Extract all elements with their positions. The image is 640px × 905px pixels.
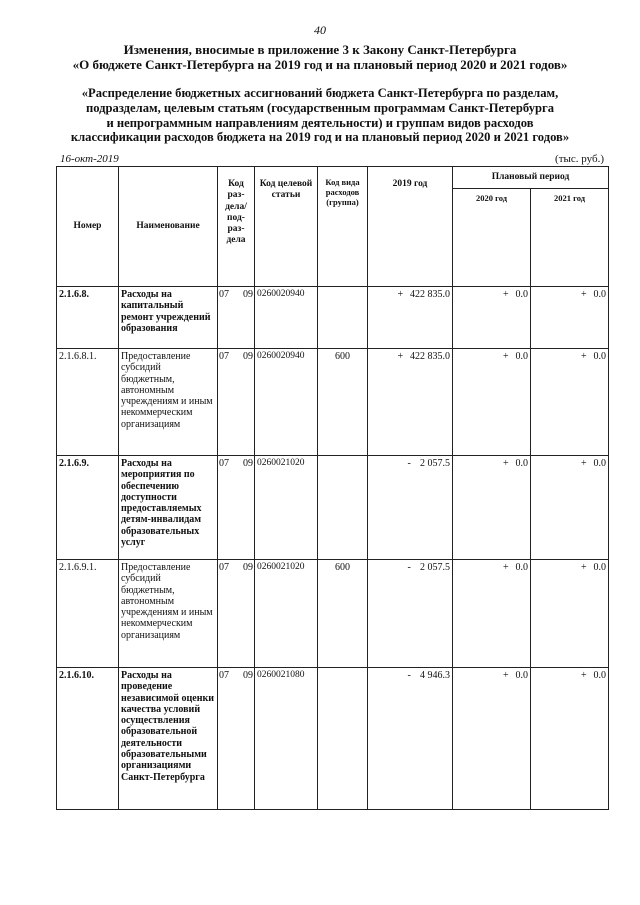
row-value-2020: + 0.0 bbox=[453, 349, 531, 456]
subheading-line-3: и непрограммным направлениям деятельности) и группам видов расходов bbox=[106, 115, 534, 130]
row-target-code: 0260021020 bbox=[255, 456, 318, 560]
row-target-code: 0260021020 bbox=[255, 560, 318, 668]
budget-table bbox=[56, 166, 609, 810]
header-2019: 2019 год bbox=[368, 167, 453, 287]
subheading-line-1: «Распределение бюджетных ассигнований бюджета Санкт-Петербурга по разделам, bbox=[81, 86, 559, 100]
row-value-2021: + 0.0 bbox=[531, 456, 609, 560]
row-name: Расходы на мероприятия по обеспечению доступности предоставляемых детям-инвалидам образовательных услуг bbox=[119, 456, 218, 560]
row-number: 2.1.6.8. bbox=[57, 287, 119, 349]
row-type-code bbox=[318, 668, 368, 810]
row-value-2020: + 0.0 bbox=[453, 560, 531, 668]
row-target-code: 0260020940 bbox=[255, 349, 318, 456]
row-type-code: 600 bbox=[318, 349, 368, 456]
row-value-2019: - 4 946.3 bbox=[368, 668, 453, 810]
page-number: 40 bbox=[314, 23, 326, 37]
row-section-code: 07 09 bbox=[218, 560, 255, 668]
row-section-code: 07 09 bbox=[218, 287, 255, 349]
document-subheading bbox=[40, 86, 600, 145]
row-type-code bbox=[318, 456, 368, 560]
header-expense-type-code: Код вида расходов (группа) bbox=[318, 167, 368, 287]
row-type-code: 600 bbox=[318, 560, 368, 668]
header-2020: 2020 год bbox=[453, 189, 531, 287]
header-number: Номер bbox=[57, 167, 119, 287]
table-row bbox=[57, 560, 609, 668]
row-target-code: 0260020940 bbox=[255, 287, 318, 349]
row-type-code bbox=[318, 287, 368, 349]
row-number: 2.1.6.10. bbox=[57, 668, 119, 810]
row-number: 2.1.6.9.1. bbox=[57, 560, 119, 668]
row-value-2021: + 0.0 bbox=[531, 560, 609, 668]
row-section-code: 07 09 bbox=[218, 349, 255, 456]
row-section-code: 07 09 bbox=[218, 456, 255, 560]
header-section-code: Код раз-дела/ под-раз-дела bbox=[218, 167, 255, 287]
document-date: 16-окт-2019 bbox=[60, 153, 119, 165]
table-row bbox=[57, 287, 609, 349]
row-value-2021: + 0.0 bbox=[531, 668, 609, 810]
row-value-2019: - 2 057.5 bbox=[368, 456, 453, 560]
row-value-2019: - 2 057.5 bbox=[368, 560, 453, 668]
row-section-code: 07 09 bbox=[218, 668, 255, 810]
row-number: 2.1.6.9. bbox=[57, 456, 119, 560]
row-target-code: 0260021080 bbox=[255, 668, 318, 810]
table-row bbox=[57, 456, 609, 560]
row-name: Предоставление субсидий бюджетным, автономным учреждениям и иным некоммерческим организациям bbox=[119, 349, 218, 456]
header-target-code: Код целевой статьи bbox=[255, 167, 318, 287]
subheading-line-4: классификации расходов бюджета на 2019 год и на плановый период 2020 и 2021 годов» bbox=[70, 130, 570, 145]
row-name: Расходы на проведение независимой оценки качества условий осуществления образовательной деятельности образовательными организациями Санкт-Петербурга bbox=[119, 668, 218, 810]
table-row bbox=[57, 349, 609, 456]
row-value-2021: + 0.0 bbox=[531, 349, 609, 456]
heading-line-1: Изменения, вносимые в приложение 3 к Закону Санкт-Петербурга bbox=[123, 42, 517, 57]
row-value-2019: + 422 835.0 bbox=[368, 349, 453, 456]
header-2021: 2021 год bbox=[531, 189, 609, 287]
header-planned-period: Плановый период bbox=[453, 167, 609, 189]
row-number: 2.1.6.8.1. bbox=[57, 349, 119, 456]
header-name: Наименование bbox=[119, 167, 218, 287]
row-value-2021: + 0.0 bbox=[531, 287, 609, 349]
heading-line-2: «О бюджете Санкт-Петербурга на 2019 год и на плановый период 2020 и 2021 годов» bbox=[72, 57, 568, 72]
units-label: (тыс. руб.) bbox=[555, 153, 604, 165]
document-heading bbox=[40, 42, 600, 72]
row-name: Расходы на капитальный ремонт учреждений образования bbox=[119, 287, 218, 349]
row-value-2019: + 422 835.0 bbox=[368, 287, 453, 349]
row-value-2020: + 0.0 bbox=[453, 668, 531, 810]
table-row bbox=[57, 668, 609, 810]
row-value-2020: + 0.0 bbox=[453, 456, 531, 560]
subheading-line-2: подразделам, целевым статьям (государственным программам Санкт-Петербурга bbox=[85, 100, 555, 115]
row-name: Предоставление субсидий бюджетным, автономным учреждениям и иным некоммерческим организациям bbox=[119, 560, 218, 668]
row-value-2020: + 0.0 bbox=[453, 287, 531, 349]
